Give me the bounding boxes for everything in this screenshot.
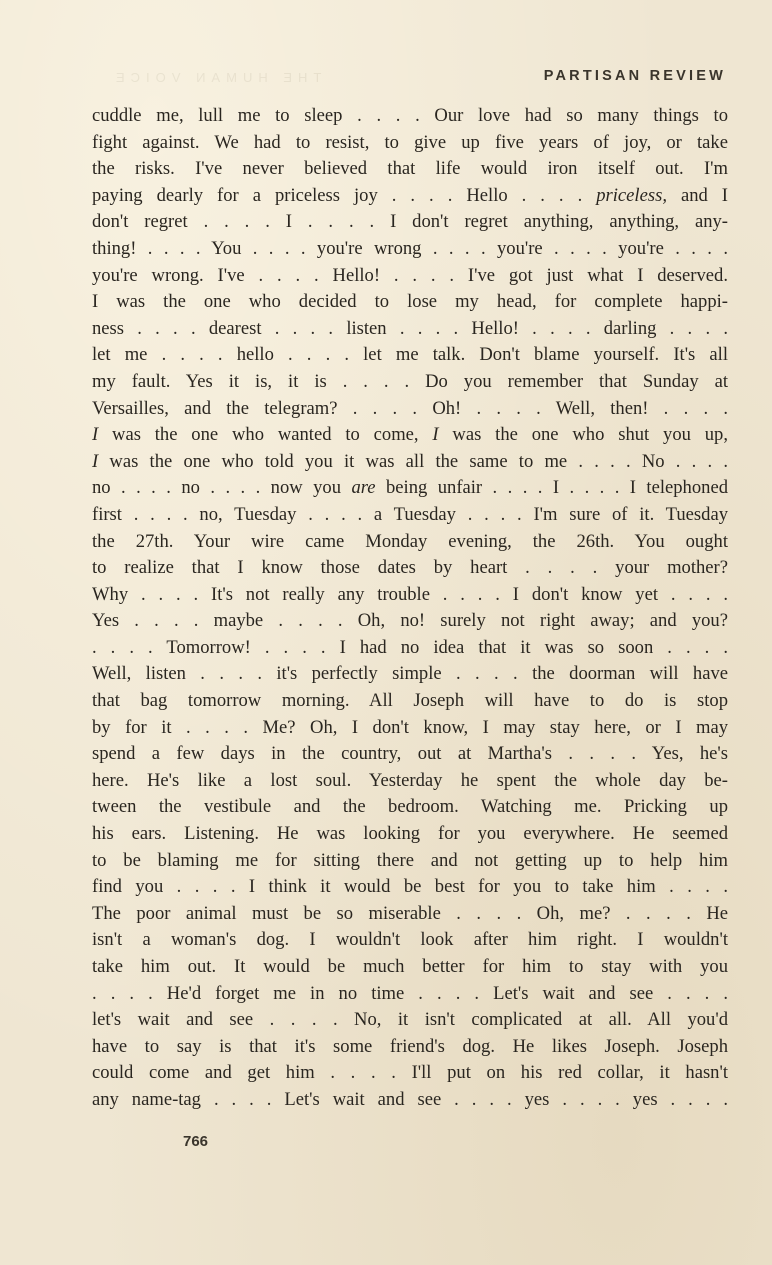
running-head: PARTISAN REVIEW	[543, 68, 726, 84]
text-line: thing! . . . . You . . . . you're wrong . . . . you're . . . . you're . . . .	[92, 237, 728, 259]
text-line: let's wait and see . . . . No, it isn't complicated at all. All you'd	[92, 1009, 728, 1031]
text-line: Versailles, and the telegram? . . . . Oh! . . . . Well, then! . . . .	[92, 397, 728, 419]
text-line: here. He's like a lost soul. Yesterday he spent the whole day be-	[92, 769, 728, 791]
text-line: spend a few days in the country, out at Martha's . . . . Yes, he's	[92, 743, 728, 765]
text-line: my fault. Yes it is, it is . . . . Do you remember that Sunday at	[92, 370, 728, 392]
text-line: his ears. Listening. He was looking for you everywhere. He seemed	[92, 823, 728, 845]
text-line: I was the one who wanted to come, I was the one who shut you up,	[92, 424, 729, 446]
text-line: Well, listen . . . . it's perfectly simple . . . . the doorman will have	[92, 663, 728, 685]
text-line: . . . . Tomorrow! . . . . I had no idea that it was so soon . . . .	[92, 636, 728, 658]
text-line: . . . . He'd forget me in no time . . . . Let's wait and see . . . .	[92, 982, 728, 1004]
text-line: that bag tomorrow morning. All Joseph will have to do is stop	[92, 690, 728, 712]
text-line: no . . . . no . . . . now you are being unfair . . . . I . . . . I telephoned	[92, 477, 728, 499]
text-line: by for it . . . . Me? Oh, I don't know, I may stay here, or I may	[92, 716, 728, 738]
text-line: first . . . . no, Tuesday . . . . a Tuesday . . . . I'm sure of it. Tuesday	[92, 503, 728, 525]
text-line: let me . . . . hello . . . . let me talk. Don't blame yourself. It's all	[92, 344, 728, 366]
bleed-through-text: THE HUMAN VOICE	[110, 70, 322, 85]
text-line: I was the one who told you it was all the same to me . . . . No . . . .	[92, 450, 728, 472]
text-line: the 27th. Your wire came Monday evening, the 26th. You ought	[92, 530, 728, 552]
text-line: don't regret . . . . I . . . . I don't regret anything, anything, any-	[92, 211, 728, 233]
text-line: cuddle me, lull me to sleep . . . . Our love had so many things to	[92, 105, 728, 126]
text-line: the risks. I've never believed that life would iron itself out. I'm	[92, 158, 728, 180]
text-line: could come and get him . . . . I'll put on his red collar, it hasn't	[92, 1062, 728, 1084]
text-line: you're wrong. I've . . . . Hello! . . . . I've got just what I deserved.	[92, 264, 728, 286]
text-line: Yes . . . . maybe . . . . Oh, no! surely not right away; and you?	[92, 610, 728, 632]
text-line: take him out. It would be much better for him to stay with you	[92, 956, 728, 977]
text-line: to be blaming me for sitting there and not getting up to help him	[92, 849, 728, 871]
text-line: any name-tag . . . . Let's wait and see . . . . yes . . . . yes . . . .	[92, 1088, 728, 1110]
text-line: to realize that I know those dates by heart . . . . your mother?	[92, 557, 728, 579]
text-line: The poor animal must be so miserable . . . . Oh, me? . . . . He	[92, 902, 728, 924]
text-line: paying dearly for a priceless joy . . . . Hello . . . . priceless, and I	[92, 184, 728, 206]
text-line: isn't a woman's dog. I wouldn't look after him right. I wouldn't	[92, 929, 728, 951]
text-line: tween the vestibule and the bedroom. Watching me. Pricking up	[92, 796, 728, 818]
text-line: find you . . . . I think it would be best for you to take him . . . .	[92, 876, 728, 898]
text-line: have to say is that it's some friend's dog. He likes Joseph. Joseph	[92, 1035, 728, 1057]
page-number: 766	[183, 1133, 209, 1150]
body-text	[92, 103, 728, 1114]
text-line: ness . . . . dearest . . . . listen . . . . Hello! . . . . darling . . . .	[92, 317, 728, 339]
text-line: Why . . . . It's not really any trouble . . . . I don't know yet . . . .	[92, 583, 728, 605]
text-line: I was the one who decided to lose my head, for complete happi-	[92, 291, 728, 313]
text-line: fight against. We had to resist, to give up five years of joy, or take	[92, 131, 728, 153]
